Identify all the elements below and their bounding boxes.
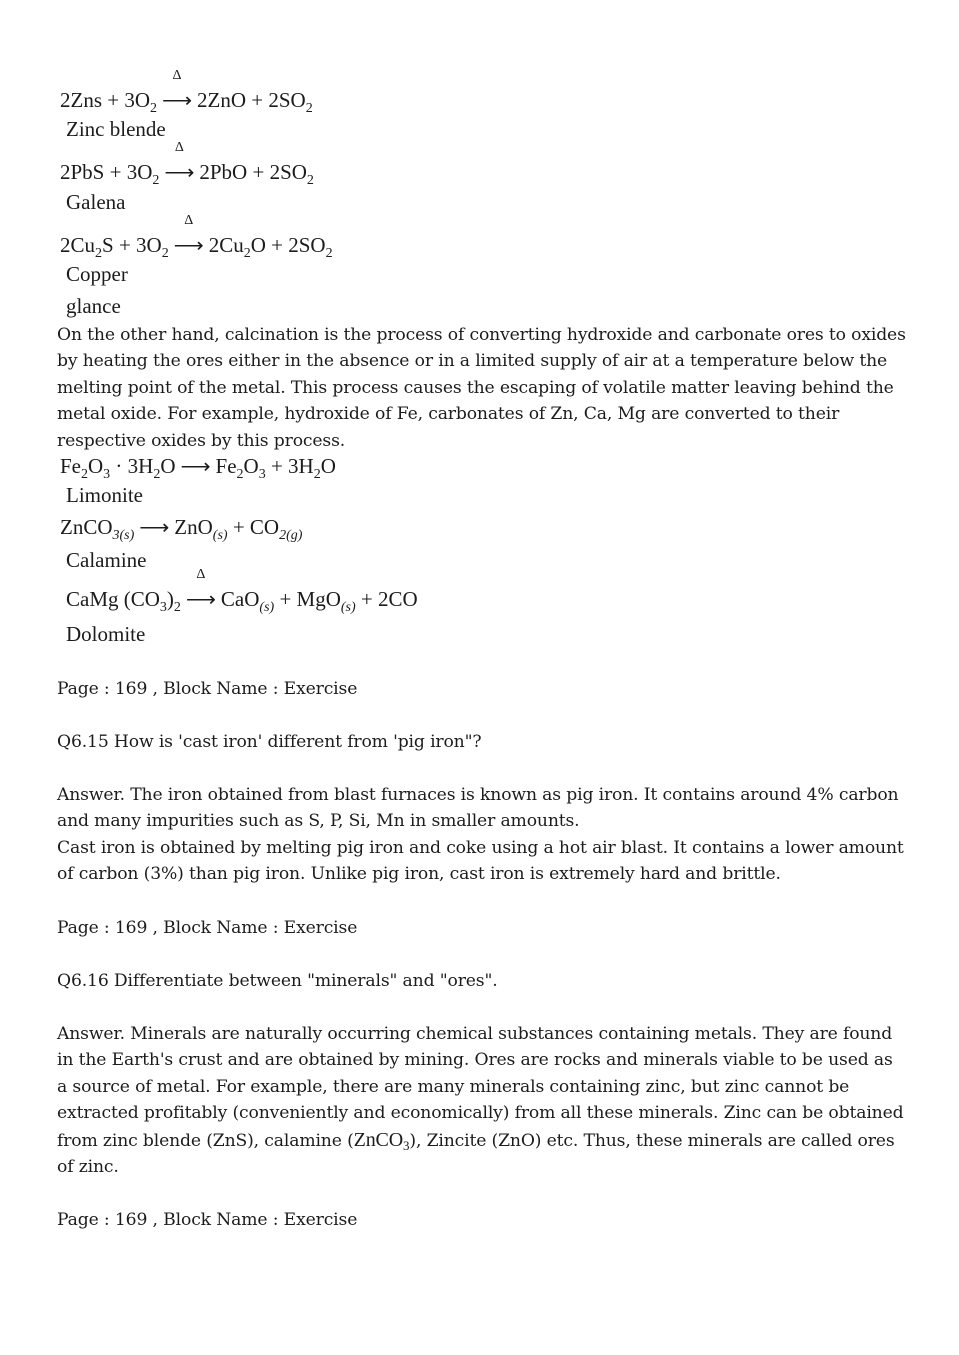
ore-label-limonite: Limonite bbox=[66, 483, 143, 507]
formula-zinc-carbonate: ZnCO$_3$ bbox=[353, 1128, 410, 1153]
equation-dolomite: CaMg $(CO_3)_2$ Δ ⟶ CaO$_{(s)}$ + MgO$_{(s)}$ + 2CO bbox=[66, 567, 418, 615]
question-6-15: Q6.15 How is 'cast iron' different from 'pig iron"? bbox=[57, 732, 482, 752]
calcination-paragraph: On the other hand, calcination is the process of converting hydroxide and carbonate ores to oxides by heating the ores either in the absence or in a limited supply of air at a temperature below the melting point of the metal. This process causes the escaping of volatile matter leaving behind the metal oxide. For example, hydroxide of Fe, carbonates of Zn, Ca, Mg are converted to their respective oxides by this process. bbox=[57, 325, 906, 451]
page-reference: Page : 169 , Block Name : Exercise bbox=[57, 1210, 358, 1230]
arrow-icon: ⟶ bbox=[180, 454, 211, 478]
ore-label-zinc-blende: Zinc blende bbox=[66, 117, 166, 141]
ore-label-copper: Copper bbox=[66, 262, 128, 286]
heat-arrow-icon: Δ ⟶ bbox=[173, 213, 204, 257]
equation-calamine: ZnCO$_{3(s)}$ ⟶ $ZnO_{(s)} + CO_{2(g)}$ bbox=[60, 515, 303, 543]
equation-zinc-blende: $2Zns + 3O_2$ Δ ⟶ $2ZnO + 2SO_2$ bbox=[60, 68, 313, 116]
ore-label-calamine: Calamine bbox=[66, 548, 147, 572]
answer-6-15 bbox=[57, 782, 907, 888]
answer-6-15-line2: Cast iron is obtained by melting pig iron and coke using a hot air blast. It contains a lower amount of carbon (3%) than pig iron. Unlike pig iron, cast iron is extremely hard and brittle. bbox=[57, 837, 904, 885]
heat-arrow-icon: Δ ⟶ bbox=[161, 68, 193, 112]
page-reference: Page : 169 , Block Name : Exercise bbox=[57, 679, 358, 699]
equation-galena: $2PbS + 3O_2$ Δ ⟶ $2PbO + 2SO_2$ bbox=[60, 140, 314, 188]
equation-limonite: $Fe_2O_3 \cdot 3H_2O$ ⟶ $Fe_2O_3 + 3H_2O$ bbox=[60, 454, 336, 482]
ore-label-glance: glance bbox=[66, 294, 121, 318]
answer-6-15-line1: Answer. The iron obtained from blast furnaces is known as pig iron. It contains around 4% carbon and many impurities such as S, P, Si, Mn in smaller amounts. bbox=[57, 785, 899, 832]
ore-label-galena: Galena bbox=[66, 190, 126, 214]
page-reference: Page : 169 , Block Name : Exercise bbox=[57, 918, 358, 938]
arrow-icon: ⟶ bbox=[139, 515, 170, 539]
equation-copper-glance: $2Cu_2S + 3O_2$ Δ ⟶ $2Cu_2O + 2SO_2$ bbox=[60, 213, 333, 261]
heat-arrow-icon: Δ ⟶ bbox=[185, 567, 216, 611]
question-6-16: Q6.16 Differentiate between "minerals" and "ores". bbox=[57, 971, 498, 991]
ore-label-dolomite: Dolomite bbox=[66, 622, 146, 646]
answer-6-16: Answer. Minerals are naturally occurring chemical substances containing metals. They are found in the Earth's crust and are obtained by mining. Ores are rocks and minerals viable to be used as a source of metal. For example, there are many minerals containing zinc, but zinc cannot be extracted profitably (conveniently and economically) from all these minerals. Zinc can be obtained from zinc blende (ZnS), calamine (ZnCO$_3$), Zincite (ZnO) etc. Thus, these minerals are called ores of zinc. bbox=[57, 1024, 904, 1178]
heat-arrow-icon: Δ ⟶ bbox=[164, 140, 195, 184]
